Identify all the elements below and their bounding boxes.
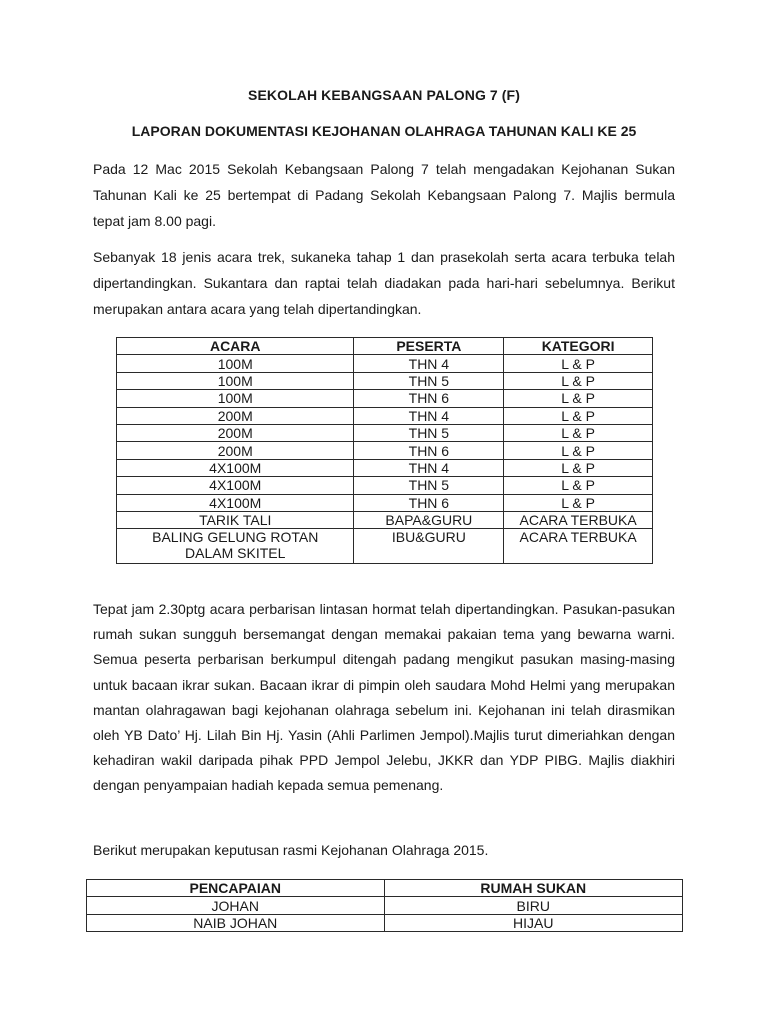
cell-acara: 4X100M	[117, 494, 354, 511]
table-row	[117, 529, 653, 564]
cell-rumah-sukan: BIRU	[384, 897, 682, 914]
cell-peserta: THN 6	[354, 494, 504, 511]
cell-kategori: L & P	[504, 477, 653, 494]
table-row	[117, 355, 653, 372]
cell-peserta: IBU&GURU	[354, 529, 504, 564]
cell-kategori: ACARA TERBUKA	[504, 511, 653, 528]
cell-kategori: L & P	[504, 355, 653, 372]
header-kategori: KATEGORI	[504, 338, 653, 355]
events-table	[116, 337, 653, 564]
table-row	[117, 424, 653, 441]
cell-pencapaian: JOHAN	[87, 897, 385, 914]
school-title: SEKOLAH KEBANGSAAN PALONG 7 (F)	[248, 87, 520, 103]
table-row	[117, 442, 653, 459]
table-row	[117, 390, 653, 407]
header-rumah-sukan: RUMAH SUKAN	[384, 880, 682, 897]
table-row	[117, 459, 653, 476]
cell-kategori: L & P	[504, 372, 653, 389]
table-row	[87, 914, 683, 931]
cell-peserta: THN 5	[354, 477, 504, 494]
cell-acara: 100M	[117, 355, 354, 372]
cell-peserta: THN 6	[354, 442, 504, 459]
cell-acara: TARIK TALI	[117, 511, 354, 528]
cell-kategori: L & P	[504, 494, 653, 511]
cell-kategori: L & P	[504, 442, 653, 459]
cell-acara: 100M	[117, 390, 354, 407]
cell-kategori: L & P	[504, 390, 653, 407]
cell-acara: 200M	[117, 424, 354, 441]
cell-peserta: BAPA&GURU	[354, 511, 504, 528]
table-header-row	[87, 880, 683, 897]
table-row	[117, 511, 653, 528]
cell-acara: BALING GELUNG ROTAN DALAM SKITEL	[117, 529, 354, 564]
cell-acara: 4X100M	[117, 477, 354, 494]
results-table	[86, 879, 683, 932]
paragraph-intro: Pada 12 Mac 2015 Sekolah Kebangsaan Palong 7 telah mengadakan Kejohanan Sukan Tahunan Kali ke 25 bertempat di Padang Sekolah Kebangsaan Palong 7. Majlis bermula tepat jam 8.00 pagi.	[93, 161, 675, 229]
table-row	[117, 494, 653, 511]
cell-acara: 100M	[117, 372, 354, 389]
cell-peserta: THN 4	[354, 355, 504, 372]
header-acara: ACARA	[117, 338, 354, 355]
table-row	[87, 897, 683, 914]
paragraph-events: Sebanyak 18 jenis acara trek, sukaneka tahap 1 dan prasekolah serta acara terbuka telah dipertandingkan. Sukantara dan raptai telah diadakan pada hari-hari sebelumnya. Berikut merupakan antara acara yang telah dipertandingkan.	[93, 249, 675, 317]
cell-rumah-sukan: HIJAU	[384, 914, 682, 931]
cell-acara: 4X100M	[117, 459, 354, 476]
cell-pencapaian: NAIB JOHAN	[87, 914, 385, 931]
cell-kategori: L & P	[504, 459, 653, 476]
table-row	[117, 477, 653, 494]
paragraph-ceremony: Tepat jam 2.30ptg acara perbarisan lintasan hormat telah dipertandingkan. Pasukan-pasukan rumah sukan sungguh bersemangat dengan memakai pakaian tema yang bewarna warni. Semua peserta perbarisan berkumpul ditengah padang mengikut pasukan masing-masing untuk bacaan ikrar sukan. Bacaan ikrar di pimpin oleh saudara Mohd Helmi yang merupakan mantan olahragawan bagi kejohanan olahraga sebelum ini. Kejohanan ini telah dirasmikan oleh YB Dato’ Hj. Lilah Bin Hj. Yasin (Ahli Parlimen Jempol).Majlis turut dimeriahkan dengan kehadiran wakil daripada pihak PPD Jempol Jelebu, JKKR dan YDP PIBG. Majlis diakhiri dengan penyampaian hadiah kepada semua pemenang.	[93, 601, 675, 794]
cell-acara: 200M	[117, 442, 354, 459]
table-row	[117, 372, 653, 389]
table-row	[117, 407, 653, 424]
report-title: LAPORAN DOKUMENTASI KEJOHANAN OLAHRAGA TAHUNAN KALI KE 25	[131, 123, 637, 139]
cell-acara: 200M	[117, 407, 354, 424]
cell-peserta: THN 4	[354, 459, 504, 476]
cell-kategori: ACARA TERBUKA	[504, 529, 653, 564]
cell-kategori: L & P	[504, 424, 653, 441]
cell-peserta: THN 5	[354, 372, 504, 389]
cell-peserta: THN 4	[354, 407, 504, 424]
cell-peserta: THN 6	[354, 390, 504, 407]
cell-kategori: L & P	[504, 407, 653, 424]
header-peserta: PESERTA	[354, 338, 504, 355]
paragraph-results-intro: Berikut merupakan keputusan rasmi Kejohanan Olahraga 2015.	[93, 842, 489, 858]
header-pencapaian: PENCAPAIAN	[87, 880, 385, 897]
table-header-row	[117, 338, 653, 355]
cell-peserta: THN 5	[354, 424, 504, 441]
